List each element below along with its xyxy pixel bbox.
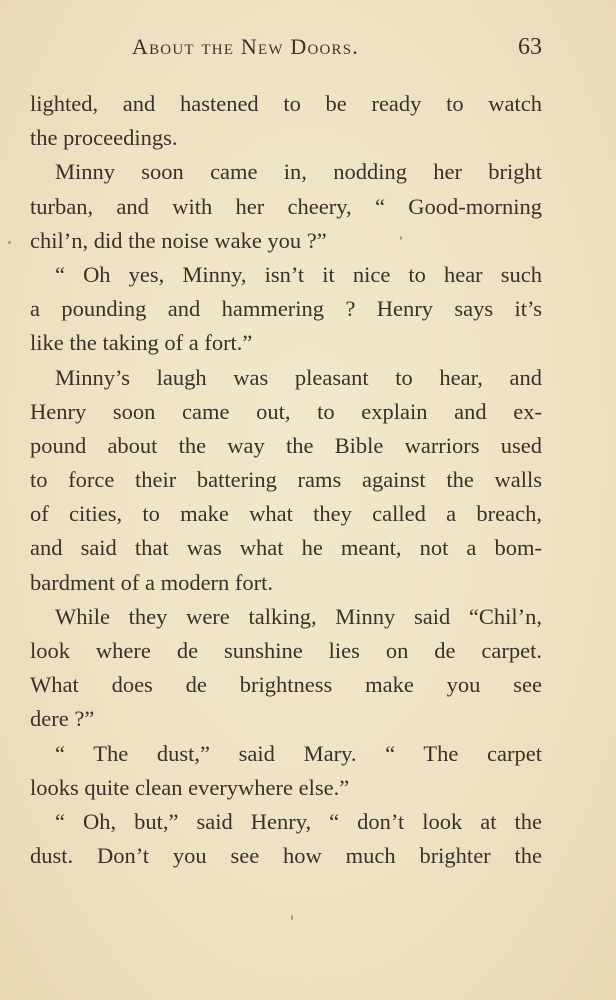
text-line: the proceedings. [30, 125, 178, 151]
text-line: bardment of a modern fort. [30, 569, 274, 595]
text-line: Minny soon came in, nodding her bright [55, 159, 542, 185]
text-line: “ The dust,” said Mary. “ The carpet [55, 740, 542, 766]
text-line: dust. Don’t you see how much brighter the [30, 843, 542, 869]
text-line: pound about the way the Bible warriors used [30, 432, 542, 458]
page-number: 63 [518, 34, 542, 60]
text-line: to force their battering rams against the walls [30, 467, 542, 493]
text-line: Henry soon came out, to explain and ex- [30, 398, 542, 424]
text-line: “ Oh, but,” said Henry, “ don’t look at the [55, 808, 542, 834]
text-line: like the taking of a fort.” [30, 330, 253, 356]
paper-speck [8, 241, 11, 244]
text-line: chil’n, did the noise wake you ?” [30, 227, 327, 253]
text-line: “ Oh yes, Minny, isn’t it nice to hear such [55, 261, 542, 287]
text-line: What does de brightness make you see [30, 672, 542, 698]
text-line: look where de sunshine lies on de carpet. [30, 638, 542, 663]
text-line: a pounding and hammering ? Henry says it’s [30, 296, 542, 322]
body-text [30, 87, 542, 873]
text-line: and said that was what he meant, not a bom- [30, 535, 542, 561]
chapter-title: About the New Doors. [132, 34, 359, 59]
text-line: looks quite clean everywhere else.” [30, 774, 350, 800]
paper-speck [400, 236, 402, 240]
paper-speck [291, 915, 293, 920]
text-line: of cities, to make what they called a breach, [30, 501, 542, 527]
text-line: dere ?” [30, 706, 95, 732]
running-head [0, 34, 616, 68]
text-line: While they were talking, Minny said “Chil’n, [55, 603, 542, 629]
text-line: Minny’s laugh was pleasant to hear, and [55, 364, 542, 390]
text-line: lighted, and hastened to be ready to watch [30, 91, 542, 116]
text-line: turban, and with her cheery, “ Good-morning [30, 193, 542, 219]
